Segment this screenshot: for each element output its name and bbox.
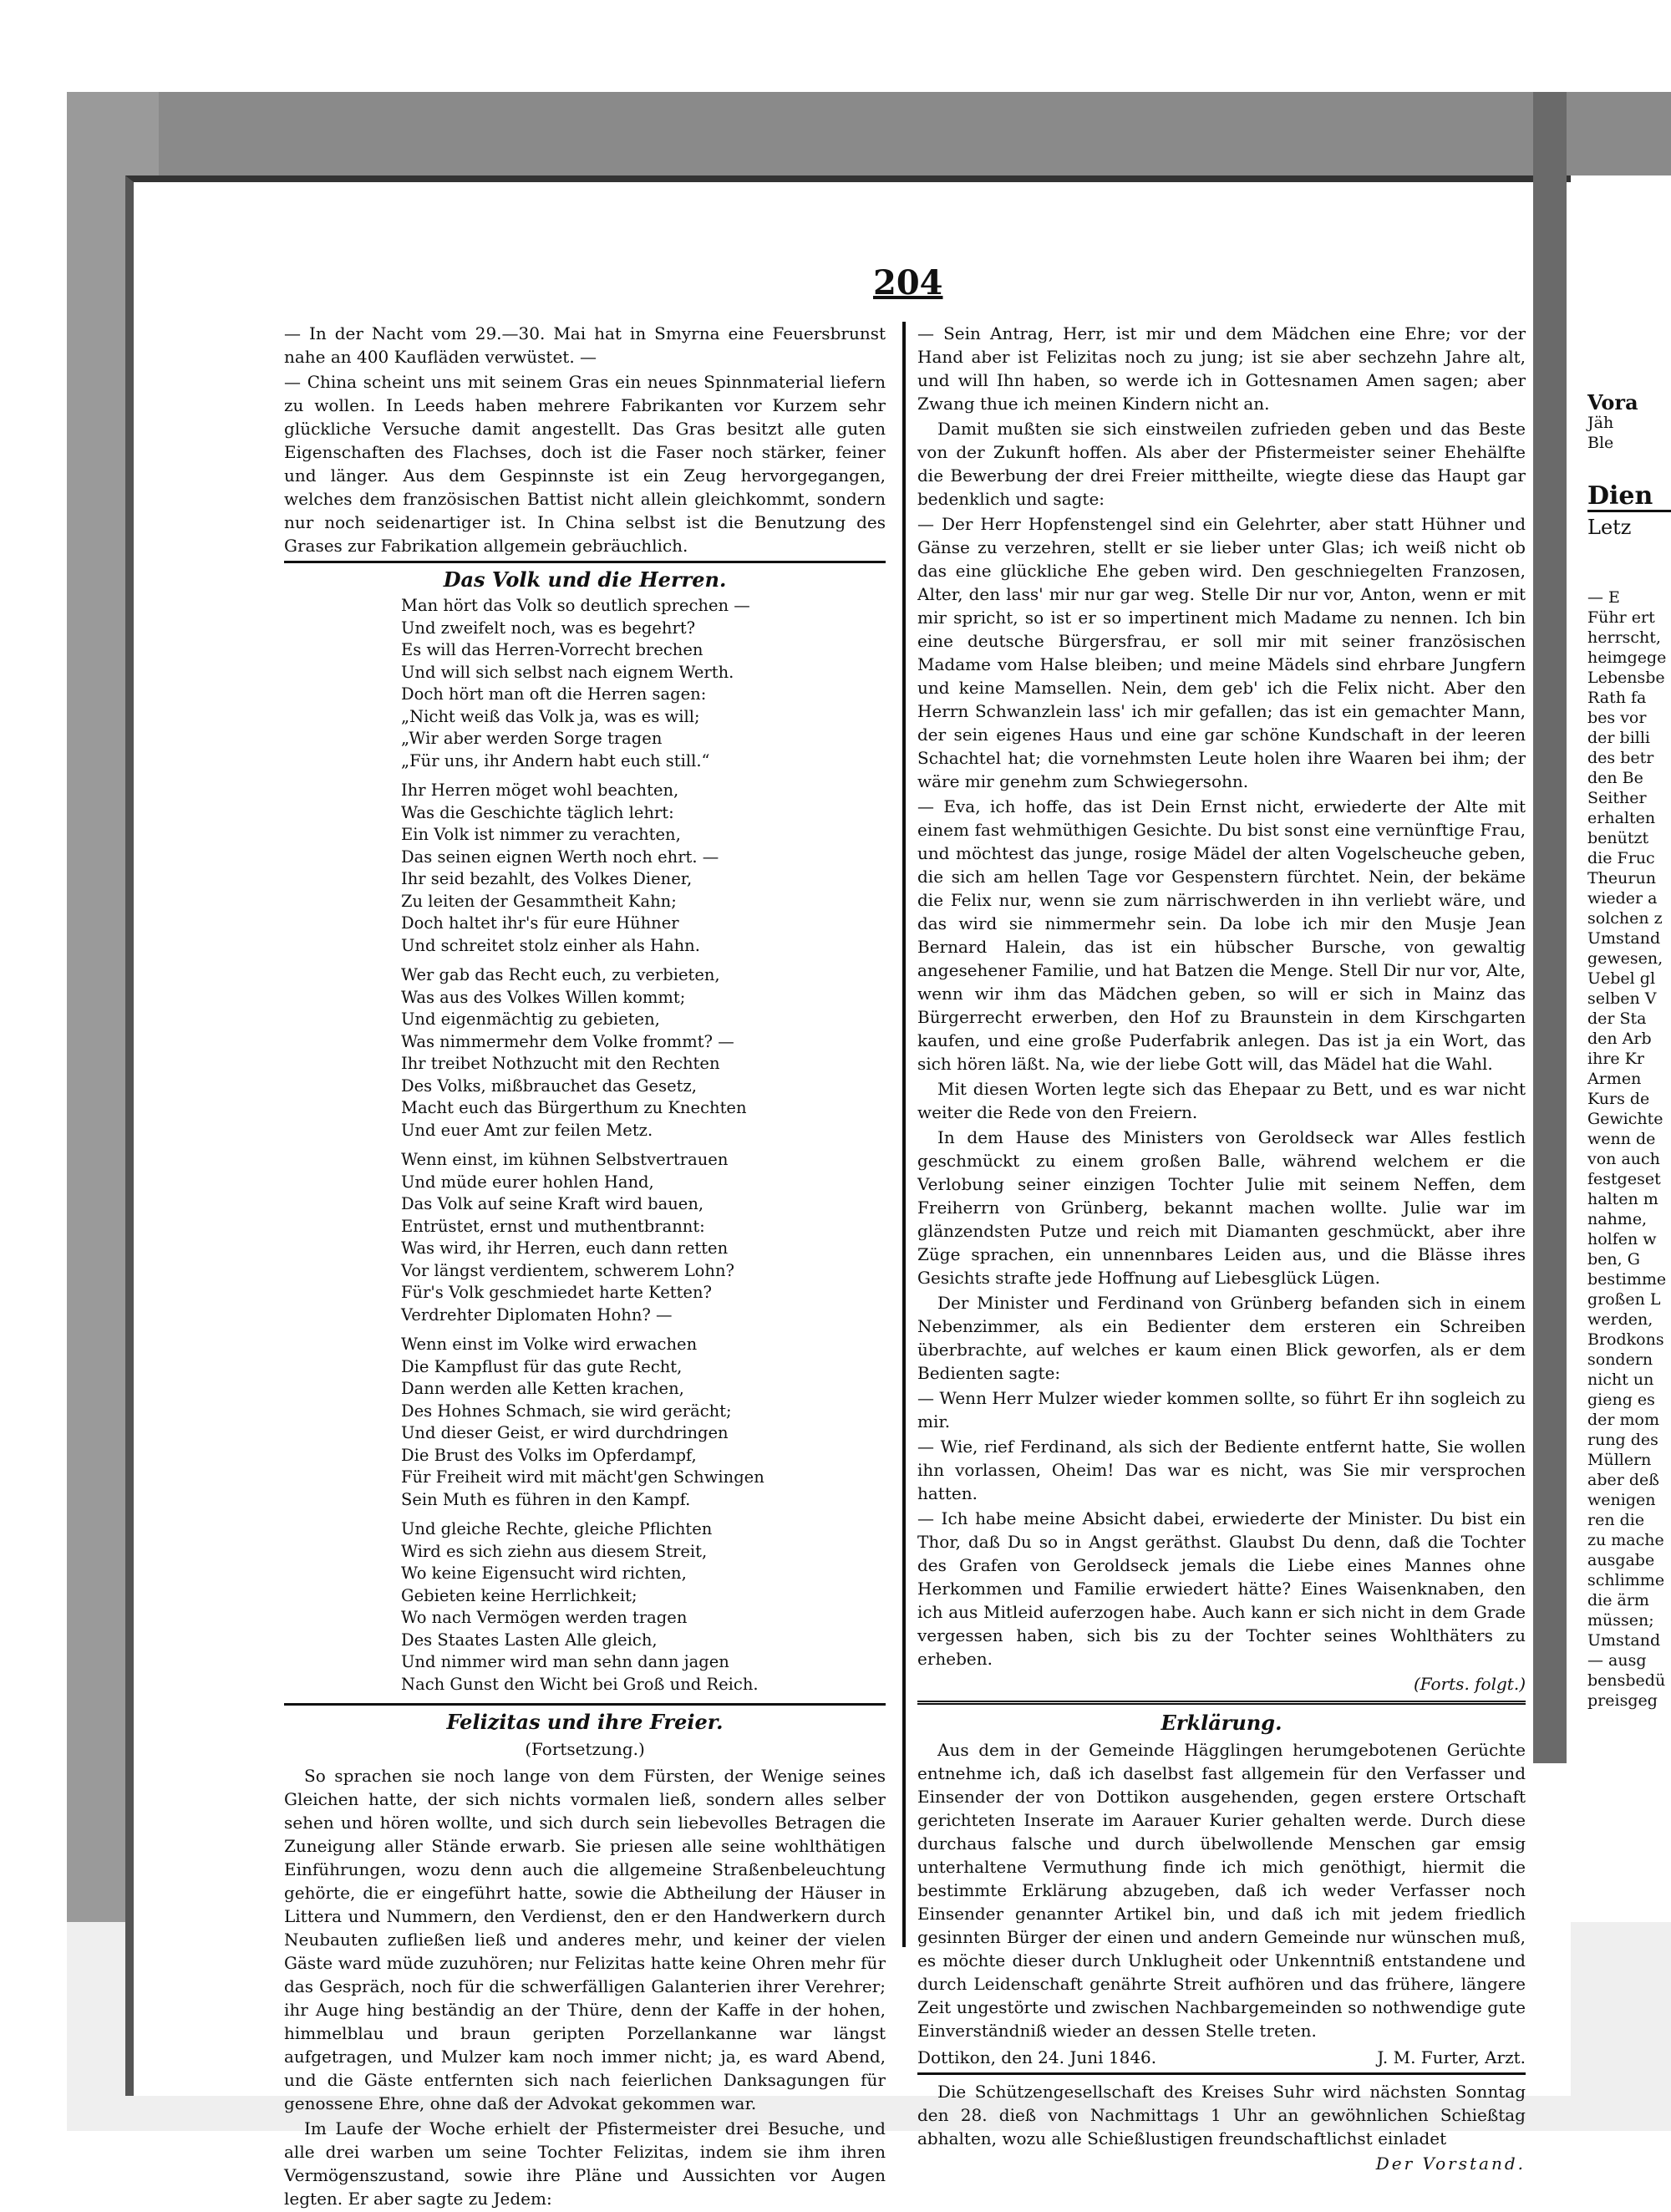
poem-stanza: [401, 595, 886, 772]
notice-signature: Der Vorstand.: [1375, 2154, 1526, 2174]
right-text-fragment: großen L: [1587, 1290, 1661, 1309]
right-text-fragment: sondern: [1587, 1350, 1653, 1369]
right-text-fragment: festgeset: [1587, 1170, 1661, 1188]
right-text-fragment: müssen;: [1587, 1611, 1654, 1630]
right-text-fragment: gieng es: [1587, 1391, 1655, 1409]
right-text-fragment: ausgabe: [1587, 1551, 1655, 1569]
right-text-fragment: heimgege: [1587, 648, 1667, 667]
story-paragraph: — Wie, rief Ferdinand, als sich der Bediente entfernt hatte, Sie wollen ihn vorlassen, Oheim! Das war es nicht, was Sie mir versprochen hatten.: [917, 1437, 1526, 1503]
declaration-place-date: Dottikon, den 24. Juni 1846.: [917, 2047, 1157, 2067]
right-text-fragment: wenigen: [1587, 1491, 1656, 1509]
right-column-fragment: [1587, 322, 1671, 1711]
right-text-fragment: rung des: [1587, 1431, 1658, 1449]
poem-line: Wer gab das Recht euch, zu verbieten,: [401, 965, 720, 984]
poem-line: Vor längst verdientem, schwerem Lohn?: [401, 1260, 734, 1280]
story-paragraph: — Der Herr Hopfenstengel sind ein Gelehrter, aber statt Hühner und Gänse zu verzehren, stellt er sie lieber unter Glas; ich weiß nicht ob das eine glückliche Ehe geben wird. Den geschniegelten Franzosen, Alter, den lass' mir nur gar weg. Stelle Dir nur vor, Anton, wenn er mit mir spricht, so ist er so impertinent mich Madame zu nennen. Ich bin eine deutsche Bürgersfrau, er soll mir mit seiner französischen Madame vom Halse bleiben; und meine Mädels sind ehrbare Jungfern und keine Mamsellen. Nein, dem geb' ich die Felix nicht. Aber den Herrn Schwanzlein lass' ich mir gefallen; das ist ein gemachter Mann, der sein eigenes Haus und eine gar schöne Kundschaft in der leeren Schachtel hat; die vornehmsten Leute holen ihre Waaren bei ihm; der wäre mir genehm zum Schwiegersohn.: [917, 514, 1526, 791]
right-heading-main: Dien: [1587, 481, 1653, 511]
right-text-fragment: ben, G: [1587, 1250, 1640, 1269]
poem-line: Wo keine Eigensucht wird richten,: [401, 1564, 687, 1583]
declaration-signature: J. M. Furter, Arzt.: [1377, 2047, 1526, 2067]
news-item: — China scheint uns mit seinem Gras ein neues Spinnmaterial liefern zu wollen. In Leeds haben mehrere Fabrikanten vor Kurzem sehr glückliche Versuche damit angestellt. Das Gras besitzt alle guten Eigenschaften des Flachses, doch ist die Faser noch stärker, feiner und länger. Aus dem Gespinnste ist ein Zeug hervorgegangen, welches dem französischen Battist nicht allein gleichkommt, sondern nur noch seidenartiger ist. In China selbst ist die Benutzung des Grases zur Fabrikation allgemein gebräuchlich.: [284, 372, 886, 556]
right-heading-sub: Letz: [1587, 516, 1632, 539]
right-text-fragment: die Fruc: [1587, 849, 1655, 867]
poem-line: „Für uns, ihr Andern habt euch still.“: [401, 750, 710, 770]
right-text-fragment: herrscht,: [1587, 628, 1661, 647]
right-text-fragment: bestimme: [1587, 1270, 1667, 1289]
poem-line: Des Staates Lasten Alle gleich,: [401, 1630, 658, 1650]
right-text-fragment: halten m: [1587, 1190, 1658, 1208]
column-rule: [902, 322, 906, 1947]
poem-line: Ihr Herren möget wohl beachten,: [401, 781, 679, 800]
right-text-fragment: aber deß: [1587, 1471, 1659, 1489]
right-text-fragment: der Sta: [1587, 1009, 1647, 1028]
poem-line: Man hört das Volk so deutlich sprechen —: [401, 596, 750, 615]
poem-line: Und gleiche Rechte, gleiche Pflichten: [401, 1519, 713, 1538]
poem-line: Und eigenmächtig zu gebieten,: [401, 1009, 660, 1029]
story-paragraph: — Ich habe meine Absicht dabei, erwiederte der Minister. Du bist ein Thor, daß Du so in Angst geräthst. Glaubst Du denn, daß die Tochter des Grafen von Geroldseck jemals die Liebe eines Mannes ohne Herkommen und Familie erwiedert hätte? Eines Waisenknaben, den ich aus Mitleid auferzogen habe. Auch kann er sich nicht in dem Grade vergessen haben, sich bis zu der Tochter seines Wohlthäters zu erheben.: [917, 1508, 1526, 1669]
section-divider: [917, 2072, 1526, 2075]
poem-line: Ein Volk ist nimmer zu verachten,: [401, 825, 681, 844]
right-text-fragment: Umstand: [1587, 929, 1661, 948]
poem-line: Wenn einst, im kühnen Selbstvertrauen: [401, 1150, 729, 1169]
poem-line: Ihr seid bezahlt, des Volkes Diener,: [401, 869, 693, 888]
poem-line: Was nimmermehr dem Volke frommt? —: [401, 1031, 734, 1051]
right-text-fragment: bensbedü: [1587, 1671, 1666, 1690]
poem-line: Es will das Herren-Vorrecht brechen: [401, 640, 703, 659]
right-text-fragment: preisgeg: [1587, 1691, 1658, 1710]
right-heading-line: Ble: [1587, 434, 1614, 452]
story-paragraph: Der Minister und Ferdinand von Grünberg befanden sich in einem Nebenzimmer, als ein Bedienter dem ersteren ein Schreiben überbrachte, auf welches er kaum einen Blick geworfen, als er dem Bedienten sagte:: [917, 1293, 1526, 1383]
poem-line: Das Volk auf seine Kraft wird bauen,: [401, 1194, 704, 1213]
poem-line: Die Kampflust für das gute Recht,: [401, 1356, 683, 1376]
section-divider: [917, 1701, 1526, 1705]
poem-line: Nach Gunst den Wicht bei Groß und Reich.: [401, 1674, 759, 1694]
section-divider: [284, 1703, 886, 1706]
poem-line: Und euer Amt zur feilen Metz.: [401, 1120, 653, 1140]
poem-line: Verdrehter Diplomaten Hohn? —: [401, 1304, 673, 1325]
poem-line: Und zweifelt noch, was es begehrt?: [401, 618, 696, 638]
page-gutter: [1533, 92, 1567, 1763]
poem-line: Für Freiheit wird mit mächt'gen Schwingen: [401, 1467, 764, 1487]
right-text-fragment: Seither: [1587, 789, 1647, 807]
right-text-fragment: Umstand: [1587, 1631, 1661, 1650]
poem-line: Entrüstet, ernst und muthentbrannt:: [401, 1216, 705, 1236]
story-continuation: (Forts. folgt.): [1413, 1674, 1526, 1694]
right-text-fragment: werden,: [1587, 1310, 1653, 1329]
story-paragraph: Damit mußten sie sich einstweilen zufrieden geben und das Beste von der Zukunft hoffen. Als aber der Pfistermeister seiner Ehehälfte die Bewerbung der drei Freier mittheilte, wiegte diese das Haupt gar bedenklich und sagte:: [917, 419, 1526, 509]
poem-line: Doch hört man oft die Herren sagen:: [401, 684, 707, 704]
right-text-fragment: Kurs de: [1587, 1090, 1650, 1108]
poem-line: Das seinen eignen Werth noch ehrt. —: [401, 847, 719, 867]
poem: [284, 595, 886, 1696]
right-text-fragment: Gewichte: [1587, 1110, 1663, 1128]
poem-line: „Wir aber werden Sorge tragen: [401, 729, 663, 748]
left-column: [284, 322, 886, 2212]
poem-stanza: [401, 1149, 886, 1326]
right-text-fragments: [1587, 587, 1671, 1711]
poem-line: Zu leiten der Gesammtheit Kahn;: [401, 891, 677, 911]
right-heading-line: Jäh: [1587, 414, 1614, 432]
declaration-signature-line: [917, 2046, 1526, 2069]
right-text-fragment: nicht un: [1587, 1370, 1654, 1389]
right-text-fragment: des betr: [1587, 749, 1654, 767]
right-text-fragment: von auch: [1587, 1150, 1660, 1168]
right-text-fragment: Müllern: [1587, 1451, 1652, 1469]
right-text-fragment: Führ ert: [1587, 608, 1655, 627]
poem-line: Ihr treibet Nothzucht mit den Rechten: [401, 1054, 720, 1073]
poem-line: Macht euch das Bürgerthum zu Knechten: [401, 1098, 747, 1117]
poem-line: Sein Muth es führen in den Kampf.: [401, 1489, 691, 1509]
right-text-fragment: Uebel gl: [1587, 969, 1656, 988]
right-text-fragment: bes vor: [1587, 709, 1647, 727]
poem-line: Was die Geschichte täglich lehrt:: [401, 802, 674, 822]
poem-line: Und will sich selbst nach eignem Werth.: [401, 662, 734, 682]
right-text-fragment: gewesen,: [1587, 949, 1663, 968]
story-paragraph: — Eva, ich hoffe, das ist Dein Ernst nicht, erwiederte der Alte mit einem fast wehmüthigen Gesichte. Du bist sonst eine vernünftige Frau, und möchtest das junge, rosige Mädel der alten Vogelscheuche geben, die sich am hellen Tage vor Gespenstern fürchtet. Nein, der bekäme die Felix nur, wenn sie zum närrischwerden in ihn verliebt wäre, und das wird sie nimmermehr sein. Da lobe ich mir den Musje Jean Bernard Halein, das ist ein hübscher Bursche, von gewaltig angesehener Familie, und hat Batzen die Menge. Stell Dir nur vor, Alte, wenn wir ihm das Mädchen geben, so will er sich in Mainz das Bürgerrecht erwerben, den Hof zu Braunstein in dem Kirschgarten kaufen, und eine große Puderfabrik anlegen. Das ist ja ein Wort, das sich hören läßt. Na, wie der liebe Gott will, das Mädel hat die Wahl.: [917, 796, 1526, 1074]
story-paragraph: Im Laufe der Woche erhielt der Pfistermeister drei Besuche, und alle drei warben um seine Tochter Felizitas, indem sie ihm ihren Vermögenszustand, sowie ihre Pläne und Aussichten vor Augen legten. Er aber sagte zu Jedem:: [284, 2118, 886, 2209]
poem-line: Und müde eurer hohlen Hand,: [401, 1172, 654, 1192]
declaration-title: Erklärung.: [1161, 1711, 1282, 1735]
poem-title: Das Volk und die Herren.: [443, 567, 727, 592]
right-text-fragment: — E: [1587, 588, 1620, 607]
right-text-fragment: die ärm: [1587, 1591, 1649, 1609]
right-text-fragment: Brodkons: [1587, 1330, 1664, 1349]
poem-line: Und schreitet stolz einher als Hahn.: [401, 935, 700, 955]
right-text-fragment: der mom: [1587, 1411, 1660, 1429]
right-text-fragment: wenn de: [1587, 1130, 1656, 1148]
story-paragraph: In dem Hause des Ministers von Geroldseck war Alles festlich geschmückt zu einem großen Balle, während welchem er die Verlobung seiner einzigen Tochter Julie mit seinem Neffen, dem Freiherrn von Grünberg, bekannt machen wollte. Julie war im glänzendsten Putze und reich mit Diamanten geschmückt, aber ihre Züge sprachen, ein unnennbares Leiden aus, und die Blässe ihres Gesichts strafte jede Hoffnung auf Liebesglück Lügen.: [917, 1127, 1526, 1288]
binding-shadow-top: [67, 92, 1671, 175]
notice-text: Die Schützengesellschaft des Kreises Suhr wird nächsten Sonntag den 28. dieß von Nachmittags 1 Uhr an gewöhnlichen Schießtag abhalten, wozu alle Schießlustigen freundschaftlichst einladet: [917, 2082, 1526, 2148]
right-text-fragment: — ausg: [1587, 1651, 1647, 1670]
poem-line: Für's Volk geschmiedet harte Ketten?: [401, 1283, 712, 1302]
right-text-fragment: ren die: [1587, 1511, 1645, 1529]
right-text-fragment: Theurun: [1587, 869, 1656, 887]
poem-line: Und nimmer wird man sehn dann jagen: [401, 1652, 729, 1671]
poem-line: Gebieten keine Herrlichkeit;: [401, 1585, 637, 1605]
story-paragraph: — Wenn Herr Mulzer wieder kommen sollte, so führt Er ihn sogleich zu mir.: [917, 1388, 1526, 1431]
poem-line: Wo nach Vermögen werden tragen: [401, 1608, 688, 1627]
right-text-fragment: holfen w: [1587, 1230, 1657, 1248]
poem-line: Was aus des Volkes Willen kommt;: [401, 987, 686, 1007]
right-text-fragment: der billi: [1587, 729, 1650, 747]
poem-line: Die Brust des Volks im Opferdampf,: [401, 1445, 697, 1465]
right-text-fragment: selben V: [1587, 989, 1657, 1008]
news-item: — In der Nacht vom 29.—30. Mai hat in Smyrna eine Feuersbrunst nahe an 400 Kaufläden verwüstet. —: [284, 323, 886, 367]
poem-line: Wird es sich ziehn aus diesem Streit,: [401, 1541, 708, 1561]
poem-stanza: [401, 780, 886, 957]
right-text-fragment: ihre Kr: [1587, 1050, 1644, 1068]
poem-line: „Nicht weiß das Volk ja, was es will;: [401, 706, 700, 726]
middle-column: [917, 322, 1526, 2175]
poem-line: Wenn einst im Volke wird erwachen: [401, 1335, 698, 1354]
poem-stanza: [401, 1334, 886, 1511]
story-subtitle: (Fortsetzung.): [525, 1739, 645, 1759]
right-text-fragment: Rath fa: [1587, 689, 1647, 707]
poem-line: Was wird, ihr Herren, euch dann retten: [401, 1238, 729, 1258]
right-text-fragment: den Arb: [1587, 1030, 1652, 1048]
right-text-fragment: zu mache: [1587, 1531, 1664, 1549]
story-title: Felizitas und ihre Freier.: [446, 1710, 724, 1734]
story-paragraph: So sprachen sie noch lange von dem Fürsten, der Wenige seines Gleichen hatte, der sich nichts vormalen ließ, sondern alles selber sehen und hören wollte, und sich durch sein liebevolles Betragen die Zuneigung aller Stände erwarb. Sie priesen alle seine wohlthätigen Einführungen, wozu denn auch die allgemeine Straßenbeleuchtung gehörte, die er eingeführt hatte, sowie die Abtheilung der Häuser in Littera und Nummern, den Verdienst, den er den Handwerkern durch Neubauten zufließen ließ und anderes mehr, und keiner der vielen Gäste ward müde zuzuhören; nur Felizitas hatte keine Ohren mehr für das Gespräch, noch für die schwerfälligen Galanterien ihrer Verehrer; ihr Auge hing beständig an der Thüre, denn der Kaffe in der hohen, himmelblau und braun geripten Porzellankanne war längst aufgetragen, und Mulzer kam noch immer nicht; ja, es ward Abend, und die Gäste entfernten sich nach feierlichen Danksagungen für genossene Ehre, ohne daß der Advokat gekommen war.: [284, 1766, 886, 2113]
section-divider: [284, 561, 886, 563]
poem-line: Und dieser Geist, er wird durchdringen: [401, 1423, 729, 1442]
poem-stanza: [401, 1518, 886, 1696]
right-text-fragment: schlimme: [1587, 1571, 1665, 1589]
right-heading-top: Vora: [1587, 390, 1638, 414]
right-text-fragment: erhalten: [1587, 809, 1656, 827]
right-text-fragment: nahme,: [1587, 1210, 1648, 1228]
right-text-fragment: Armen: [1587, 1070, 1642, 1088]
story-paragraph: Mit diesen Worten legte sich das Ehepaar zu Bett, und es war nicht weiter die Rede von den Freiern.: [917, 1079, 1526, 1122]
right-text-fragment: wieder a: [1587, 889, 1658, 908]
right-text-fragment: den Be: [1587, 769, 1643, 787]
poem-line: Dann werden alle Ketten krachen,: [401, 1379, 684, 1398]
story-paragraph: — Sein Antrag, Herr, ist mir und dem Mädchen eine Ehre; vor der Hand aber ist Felizitas noch zu jung; ist sie aber sechzehn Jahre alt, und will Ihn haben, so werde ich in Gottesnamen Amen sagen; aber Zwang thue ich meinen Kindern nicht an.: [917, 323, 1526, 414]
poem-line: Des Volks, mißbrauchet das Gesetz,: [401, 1075, 697, 1096]
poem-line: Doch haltet ihr's für eure Hühner: [401, 913, 679, 933]
page-number: 204: [873, 263, 943, 303]
poem-line: Des Hohnes Schmach, sie wird gerächt;: [401, 1401, 732, 1421]
right-text-fragment: solchen z: [1587, 909, 1663, 928]
declaration-text: Aus dem in der Gemeinde Hägglingen herumgebotenen Gerüchte entnehme ich, daß ich daselbst fast allgemein für den Verfasser und Einsender der von Dottikon ausgehenden, gegen erstere Ortschaft gerichteten Inserate im Aarauer Kurier gehalten werde. Durch diese durchaus falsche und durch übelwollende Menschen gar emsig unterhaltene Vermuthung finde ich mich genöthigt, hiermit die bestimmte Erklärung abzugeben, daß ich weder Verfasser noch Einsender genannter Artikel bin, und daß ich mit jedem friedlich gesinnten Bürger der einen und andern Gemeinde nur wünschen muß, es möchte dieser durch Unklugheit oder Unkenntniß entstandene und durch Leidenschaft genährte Streit aufhören und das frühere, längere Zeit ungestörte und zwischen Nachbargemeinden so nothwendige gute Einverständniß wieder an dessen Stelle treten.: [917, 1740, 1526, 2041]
poem-stanza: [401, 964, 886, 1142]
right-text-fragment: Lebensbe: [1587, 669, 1665, 687]
right-text-fragment: benützt: [1587, 829, 1649, 847]
